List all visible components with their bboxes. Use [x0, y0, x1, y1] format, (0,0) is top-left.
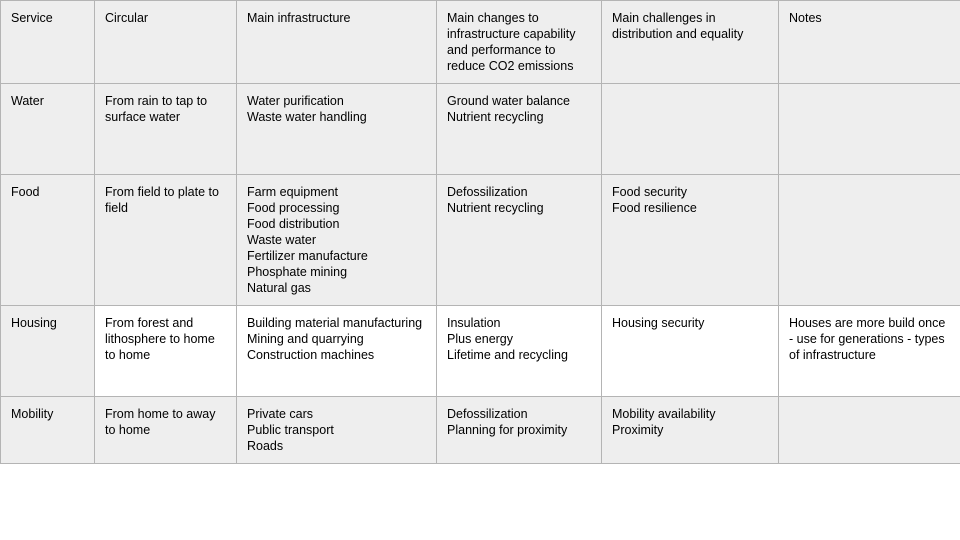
- cell-line: Mining and quarrying: [247, 332, 364, 346]
- cell-notes: [779, 175, 960, 306]
- cell-circular: [95, 397, 237, 464]
- table-header-row: [1, 1, 960, 84]
- cell-line: Water purification: [247, 94, 344, 108]
- cell-line: Ground water balance: [447, 94, 570, 108]
- cell-infrastructure: [237, 175, 437, 306]
- table-header: [1, 1, 960, 84]
- cell-line: Nutrient recycling: [447, 201, 544, 215]
- cell-lines: [612, 315, 769, 331]
- cell-line: Private cars: [247, 407, 313, 421]
- cell-line: Houses are more build once - use for generations - types of infrastructure: [789, 316, 946, 362]
- cell-notes: [779, 306, 960, 397]
- table-row: [1, 397, 960, 464]
- cell-challenges: [602, 175, 779, 306]
- cell-line: Food security: [612, 185, 688, 199]
- cell-changes: [437, 306, 602, 397]
- cell-line: Defossilization: [447, 185, 528, 199]
- cell-lines: [447, 184, 592, 216]
- table-row: [1, 84, 960, 175]
- cell-line: Food resilience: [612, 201, 697, 215]
- cell-infrastructure: [237, 84, 437, 175]
- column-header-circular: Circular: [95, 1, 237, 84]
- cell-line: Fertilizer manufacture: [247, 249, 368, 263]
- cell-lines: [247, 184, 427, 296]
- cell-line: Farm equipment: [247, 185, 339, 199]
- cell-changes: [437, 397, 602, 464]
- cell-lines: [447, 406, 592, 438]
- cell-notes: [779, 397, 960, 464]
- cell-line: Waste water: [247, 233, 317, 247]
- cell-lines: [247, 315, 427, 363]
- cell-lines: [105, 315, 227, 363]
- column-header-service: Service: [1, 1, 95, 84]
- cell-line: Natural gas: [247, 281, 311, 295]
- cell-service: Housing: [1, 306, 95, 397]
- cell-line: Food processing: [247, 201, 340, 215]
- cell-infrastructure: [237, 397, 437, 464]
- column-header-main-infrastructure: Main infrastructure: [237, 1, 437, 84]
- cell-lines: [247, 93, 427, 125]
- cell-challenges: [602, 397, 779, 464]
- cell-service: Food: [1, 175, 95, 306]
- cell-lines: [612, 184, 769, 216]
- cell-lines: [789, 315, 951, 363]
- cell-line: Plus energy: [447, 332, 514, 346]
- cell-line: From forest and lithosphere to home to home: [105, 316, 215, 362]
- cell-lines: [447, 93, 592, 125]
- cell-lines: [105, 93, 227, 125]
- table-body: [1, 84, 960, 464]
- cell-changes: [437, 175, 602, 306]
- column-header-main-challenges: Main challenges in distribution and equality: [602, 1, 779, 84]
- cell-lines: [105, 184, 227, 216]
- cell-changes: [437, 84, 602, 175]
- cell-line: From field to plate to field: [105, 185, 219, 215]
- cell-service: Water: [1, 84, 95, 175]
- cell-service: Mobility: [1, 397, 95, 464]
- cell-line: Lifetime and recycling: [447, 348, 568, 362]
- cell-line: Housing security: [612, 316, 705, 330]
- cell-line: Planning for proximity: [447, 423, 568, 437]
- cell-lines: [247, 406, 427, 454]
- cell-line: Roads: [247, 439, 284, 453]
- cell-notes: [779, 84, 960, 175]
- cell-challenges: [602, 84, 779, 175]
- cell-line: Construction machines: [247, 348, 375, 362]
- cell-circular: [95, 175, 237, 306]
- cell-line: Waste water handling: [247, 110, 367, 124]
- cell-line: Proximity: [612, 423, 664, 437]
- cell-line: Building material manufacturing: [247, 316, 423, 330]
- cell-lines: [447, 315, 592, 363]
- cell-line: Phosphate mining: [247, 265, 348, 279]
- cell-line: From home to away to home: [105, 407, 216, 437]
- cell-line: Mobility availability: [612, 407, 716, 421]
- cell-circular: [95, 84, 237, 175]
- table-row: [1, 175, 960, 306]
- cell-circular: [95, 306, 237, 397]
- cell-line: Public transport: [247, 423, 334, 437]
- cell-line: Food distribution: [247, 217, 340, 231]
- cell-infrastructure: [237, 306, 437, 397]
- cell-line: Nutrient recycling: [447, 110, 544, 124]
- table-row: [1, 306, 960, 397]
- cell-lines: [105, 406, 227, 438]
- cell-line: Defossilization: [447, 407, 528, 421]
- cell-line: From rain to tap to surface water: [105, 94, 208, 124]
- cell-lines: [612, 406, 769, 438]
- cell-challenges: [602, 306, 779, 397]
- column-header-main-changes: Main changes to infrastructure capability and performance to reduce CO2 emissions: [437, 1, 602, 84]
- column-header-notes: Notes: [779, 1, 960, 84]
- cell-line: Insulation: [447, 316, 501, 330]
